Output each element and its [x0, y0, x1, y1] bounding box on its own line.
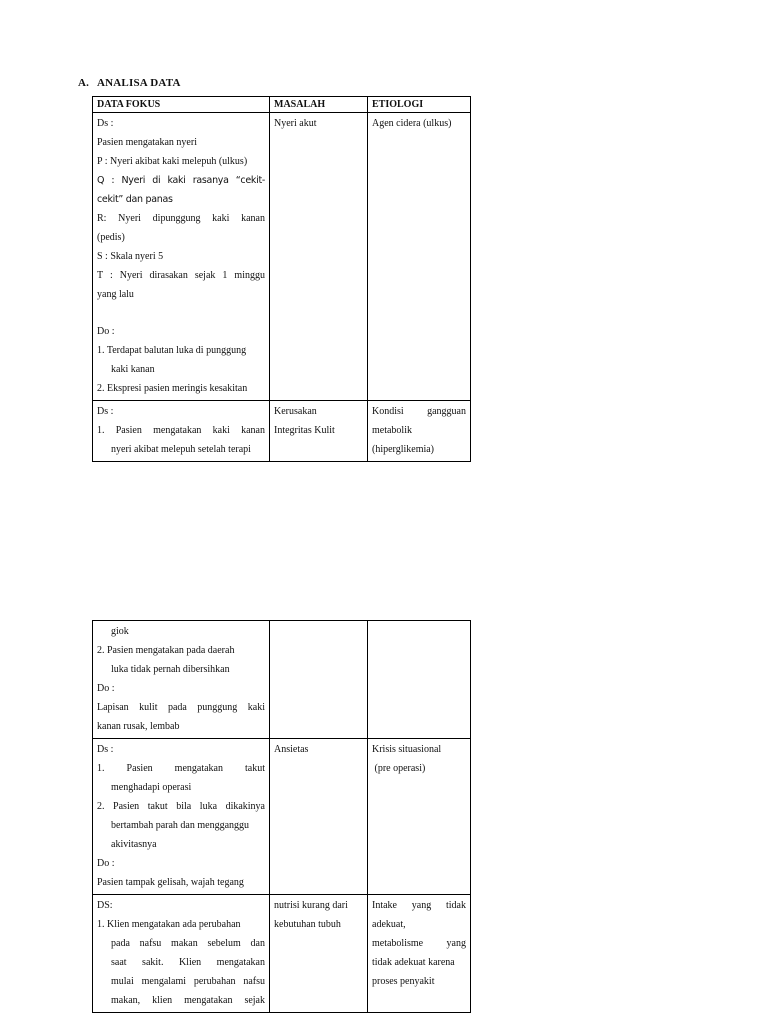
data-fokus-cell: [93, 621, 270, 739]
spacer: [97, 304, 265, 322]
etiologi-cell: [368, 739, 471, 895]
data-fokus-cell: [93, 895, 270, 1013]
etiologi-text: Agen cidera (ulkus): [372, 118, 452, 129]
data-fokus-cell: [93, 739, 270, 895]
ds-label: Ds :: [97, 118, 114, 129]
data-line: giok: [111, 626, 129, 637]
table-row: [93, 739, 471, 895]
masalah-cell: [270, 401, 368, 462]
etiologi-cell: [368, 401, 471, 462]
data-line: 1. Klien mengatakan ada perubahan: [97, 919, 241, 930]
data-line: kaki kanan: [111, 364, 155, 375]
data-line: 1. Terdapat balutan luka di punggung: [97, 345, 247, 356]
data-line: 1. Pasien mengatakan kaki kanan: [97, 425, 265, 436]
data-line: P : Nyeri akibat kaki melepuh (ulkus): [97, 156, 248, 167]
data-fokus-cell: [93, 401, 270, 462]
masalah-text: Kerusakan: [274, 406, 317, 417]
data-line: luka tidak pernah dibersihkan: [111, 664, 230, 675]
masalah-cell: [270, 621, 368, 739]
data-line: saat sakit. Klien mengatakan: [111, 957, 265, 968]
etiologi-text: tidak adekuat karena: [372, 957, 455, 968]
table-row: [93, 401, 471, 462]
section-number: A.: [78, 77, 90, 89]
etiologi-text: Krisis situasional: [372, 744, 442, 755]
data-line: 2. Pasien mengatakan pada daerah: [97, 645, 235, 656]
etiologi-cell: [368, 113, 471, 401]
etiologi-text: Intake yang tidak: [372, 900, 466, 911]
data-line: cekit” dan panas: [97, 194, 173, 205]
masalah-text: nutrisi kurang dari: [274, 900, 348, 911]
ds-label: Ds :: [97, 406, 114, 417]
masalah-cell: [270, 739, 368, 895]
table-row: [93, 621, 471, 739]
etiologi-text: (pre operasi): [372, 763, 426, 774]
data-line: 2. Ekspresi pasien meringis kesakitan: [97, 383, 248, 394]
data-line: kanan rusak, lembab: [97, 721, 180, 732]
data-line: pada nafsu makan sebelum dan: [111, 938, 265, 949]
header-masalah: MASALAH: [270, 97, 368, 113]
ds-label: Ds :: [97, 744, 114, 755]
etiologi-text: metabolisme yang: [372, 938, 466, 949]
table-row: [93, 895, 471, 1013]
do-label: Do :: [97, 858, 115, 869]
masalah-text: Integritas Kulit: [274, 425, 335, 436]
data-line: (pedis): [97, 232, 125, 243]
etiologi-cell: [368, 895, 471, 1013]
table-header-row: [93, 97, 471, 113]
header-data-fokus: DATA FOKUS: [93, 97, 270, 113]
table-row: [93, 113, 471, 401]
data-line: Pasien tampak gelisah, wajah tegang: [97, 877, 244, 888]
do-label: Do :: [97, 326, 115, 337]
data-line: makan, klien mengatakan sejak: [111, 995, 265, 1006]
masalah-cell: [270, 895, 368, 1013]
do-label: Do :: [97, 683, 115, 694]
data-line: 2. Pasien takut bila luka dikakinya: [97, 801, 265, 812]
data-line: mulai mengalami perubahan nafsu: [111, 976, 265, 987]
analisa-data-table-continued: [92, 620, 471, 1013]
data-line: bertambah parah dan mengganggu: [111, 820, 250, 831]
etiologi-text: (hiperglikemia): [372, 444, 435, 455]
section-heading: [78, 77, 181, 89]
data-line: R: Nyeri dipunggung kaki kanan: [97, 213, 265, 224]
masalah-text: Nyeri akut: [274, 118, 317, 129]
etiologi-text: metabolik: [372, 425, 412, 436]
data-line: Q : Nyeri di kaki rasanya “cekit-: [97, 175, 265, 186]
masalah-text: kebutuhan tubuh: [274, 919, 341, 930]
data-line: menghadapi operasi: [111, 782, 192, 793]
data-line: Pasien mengatakan nyeri: [97, 137, 197, 148]
data-line: akivitasnya: [111, 839, 157, 850]
data-line: 1. Pasien mengatakan takut: [97, 763, 265, 774]
masalah-text: Ansietas: [274, 744, 309, 755]
header-etiologi: ETIOLOGI: [368, 97, 471, 113]
data-line: nyeri akibat melepuh setelah terapi: [111, 444, 251, 455]
data-line: Lapisan kulit pada punggung kaki: [97, 702, 265, 713]
data-line: yang lalu: [97, 289, 134, 300]
data-line: S : Skala nyeri 5: [97, 251, 164, 262]
analisa-data-table: [92, 96, 471, 462]
masalah-cell: [270, 113, 368, 401]
section-title: ANALISA DATA: [97, 77, 181, 89]
etiologi-text: proses penyakit: [372, 976, 435, 987]
etiologi-cell: [368, 621, 471, 739]
etiologi-text: Kondisi gangguan: [372, 406, 466, 417]
data-line: T : Nyeri dirasakan sejak 1 minggu: [97, 270, 265, 281]
ds-label: DS:: [97, 900, 113, 911]
etiologi-text: adekuat,: [372, 919, 406, 930]
data-fokus-cell: [93, 113, 270, 401]
